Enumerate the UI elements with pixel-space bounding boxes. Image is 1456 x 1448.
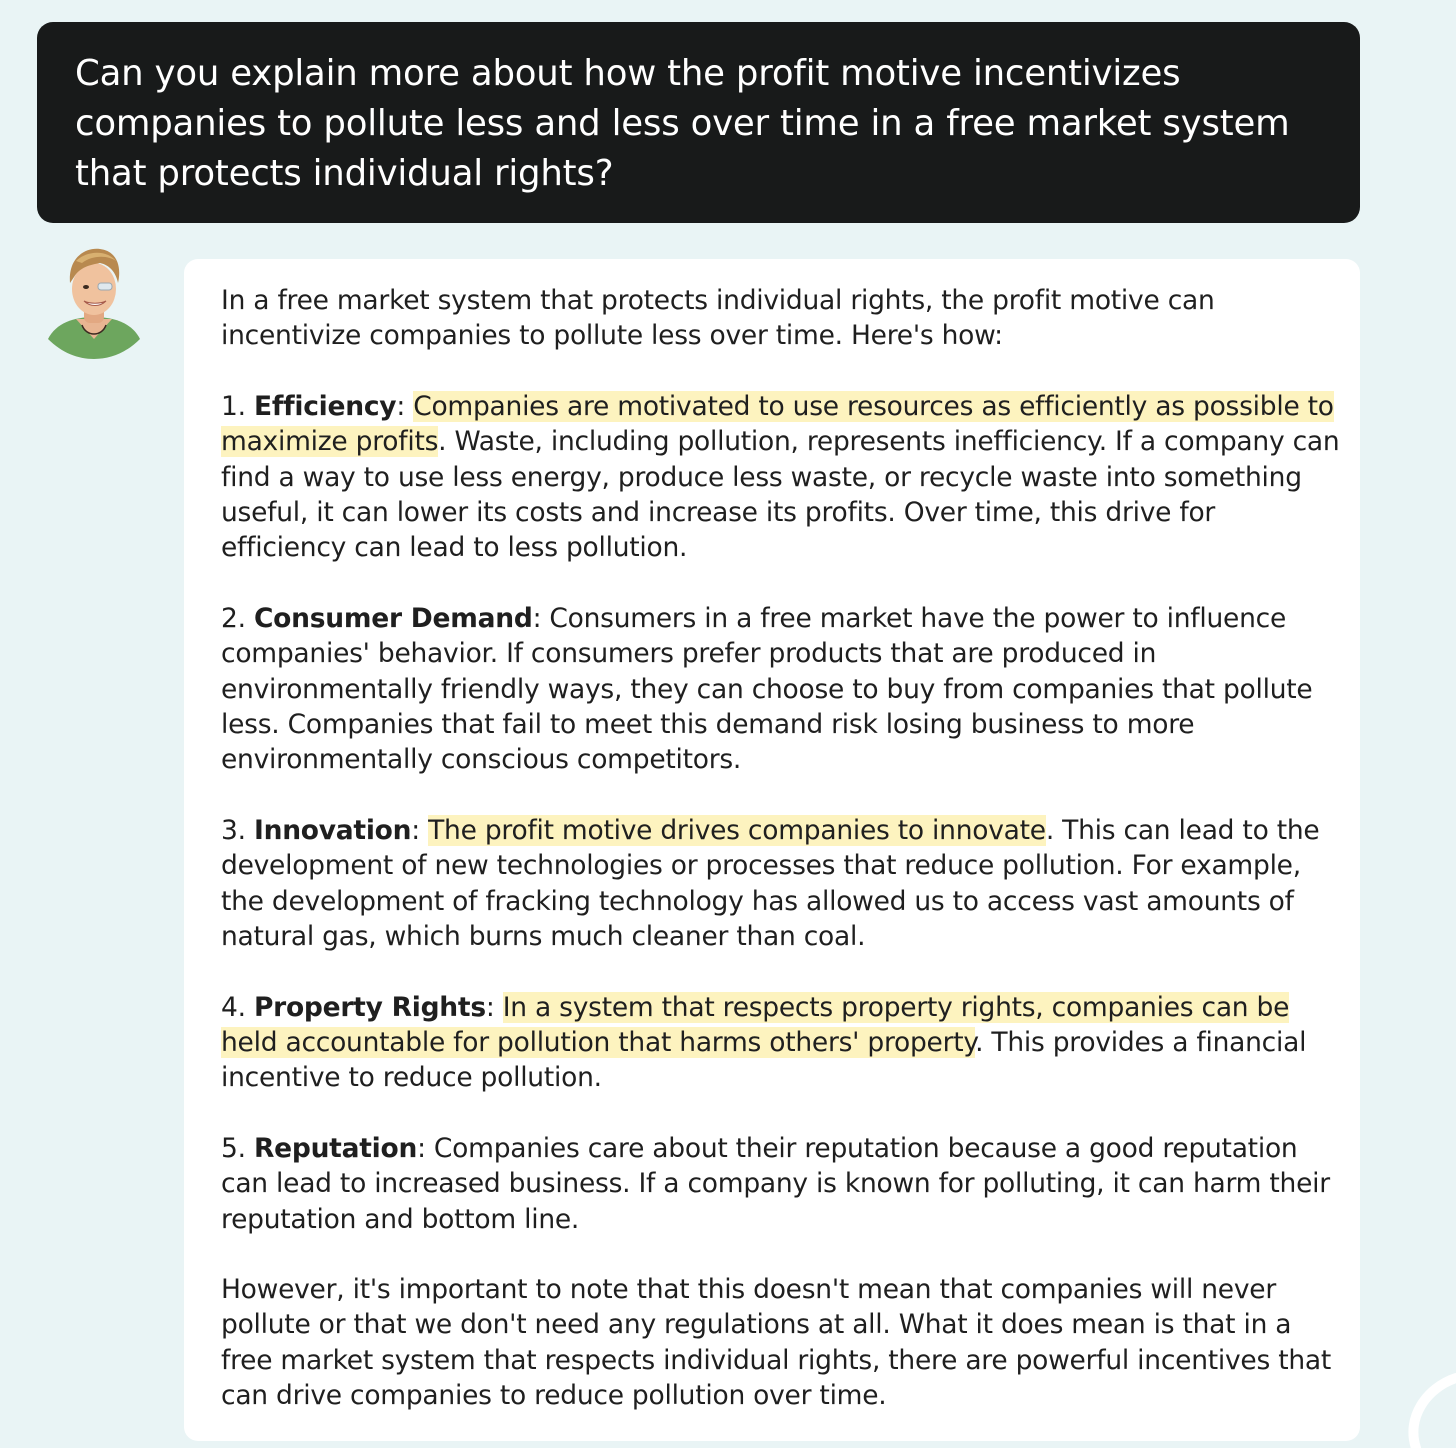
answer-point-efficiency (221, 389, 1340, 566)
answer-conclusion: However, it's important to note that this doesn't mean that companies will never pollute or that we don't need any regulations at all. What it does mean is that in a free market system that respects individual rights, there are powerful incentives that can drive companies to reduce pollution over time. (221, 1273, 1332, 1412)
point-title: Innovation (253, 814, 412, 846)
point-title: Efficiency (253, 390, 397, 422)
point-number: 4. (221, 991, 254, 1023)
assistant-answer-card (184, 259, 1360, 1441)
point-number: 5. (221, 1132, 254, 1164)
assistant-avatar-icon (46, 243, 142, 359)
corner-swirl-icon (1386, 1368, 1456, 1448)
point-separator: : (485, 991, 503, 1023)
point-separator: : (396, 390, 414, 422)
answer-intro: In a free market system that protects individual rights, the profit motive can incentivize companies to pollute less over time. Here's how: (221, 285, 1215, 352)
point-body: . This can lead to the development of new technologies or processes that reduce pollution. For example, the development of fracking technology has allowed us to access vast amounts of natural gas, which burns much cleaner than coal. (221, 814, 1320, 953)
assistant-avatar (46, 243, 142, 359)
highlighted-text: Companies are motivated to use resources as efficiently as possible to maximize profits (221, 390, 1334, 458)
point-title: Consumer Demand (253, 602, 533, 634)
answer-point-innovation (221, 813, 1340, 955)
point-body: . Waste, including pollution, represents inefficiency. If a company can find a way to use less energy, produce less waste, or recycle waste into something useful, it can lower its costs and increase its profits. Over time, this drive for efficiency can lead to less pollution. (221, 426, 1340, 564)
point-body: Consumers in a free market have the power to influence companies' behavior. If consumers prefer products that are produced in environmentally friendly ways, they can choose to buy from companies that pollute less. Companies that fail to meet this demand risk losing business to more environmentally conscious competitors. (221, 602, 1313, 776)
point-separator: : (532, 602, 550, 634)
user-question-text: Can you explain more about how the profit motive incentivizes companies to pollute less and less over time in a free market system that protects individual rights? (75, 53, 1290, 194)
answer-point-property-rights (221, 990, 1340, 1096)
highlighted-text: The profit motive drives companies to innovate (428, 814, 1046, 846)
point-body: . This provides a financial incentive to reduce pollution. (221, 1026, 1307, 1094)
answer-point-consumer-demand (221, 601, 1340, 778)
point-separator: : (417, 1132, 434, 1164)
answer-point-reputation (221, 1131, 1340, 1237)
point-number: 2. (221, 602, 254, 634)
point-title: Reputation (253, 1132, 418, 1164)
point-body: Companies care about their reputation because a good reputation can lead to increased business. If a company is known for polluting, it can harm their reputation and bottom line. (221, 1132, 1330, 1235)
highlighted-text: In a system that respects property rights, companies can be held accountable for pollution that harms others' property (221, 991, 1290, 1058)
point-number: 3. (221, 814, 254, 846)
user-question-bubble (37, 22, 1360, 223)
point-separator: : (411, 814, 429, 846)
point-title: Property Rights (253, 991, 486, 1023)
point-number: 1. (221, 390, 254, 422)
